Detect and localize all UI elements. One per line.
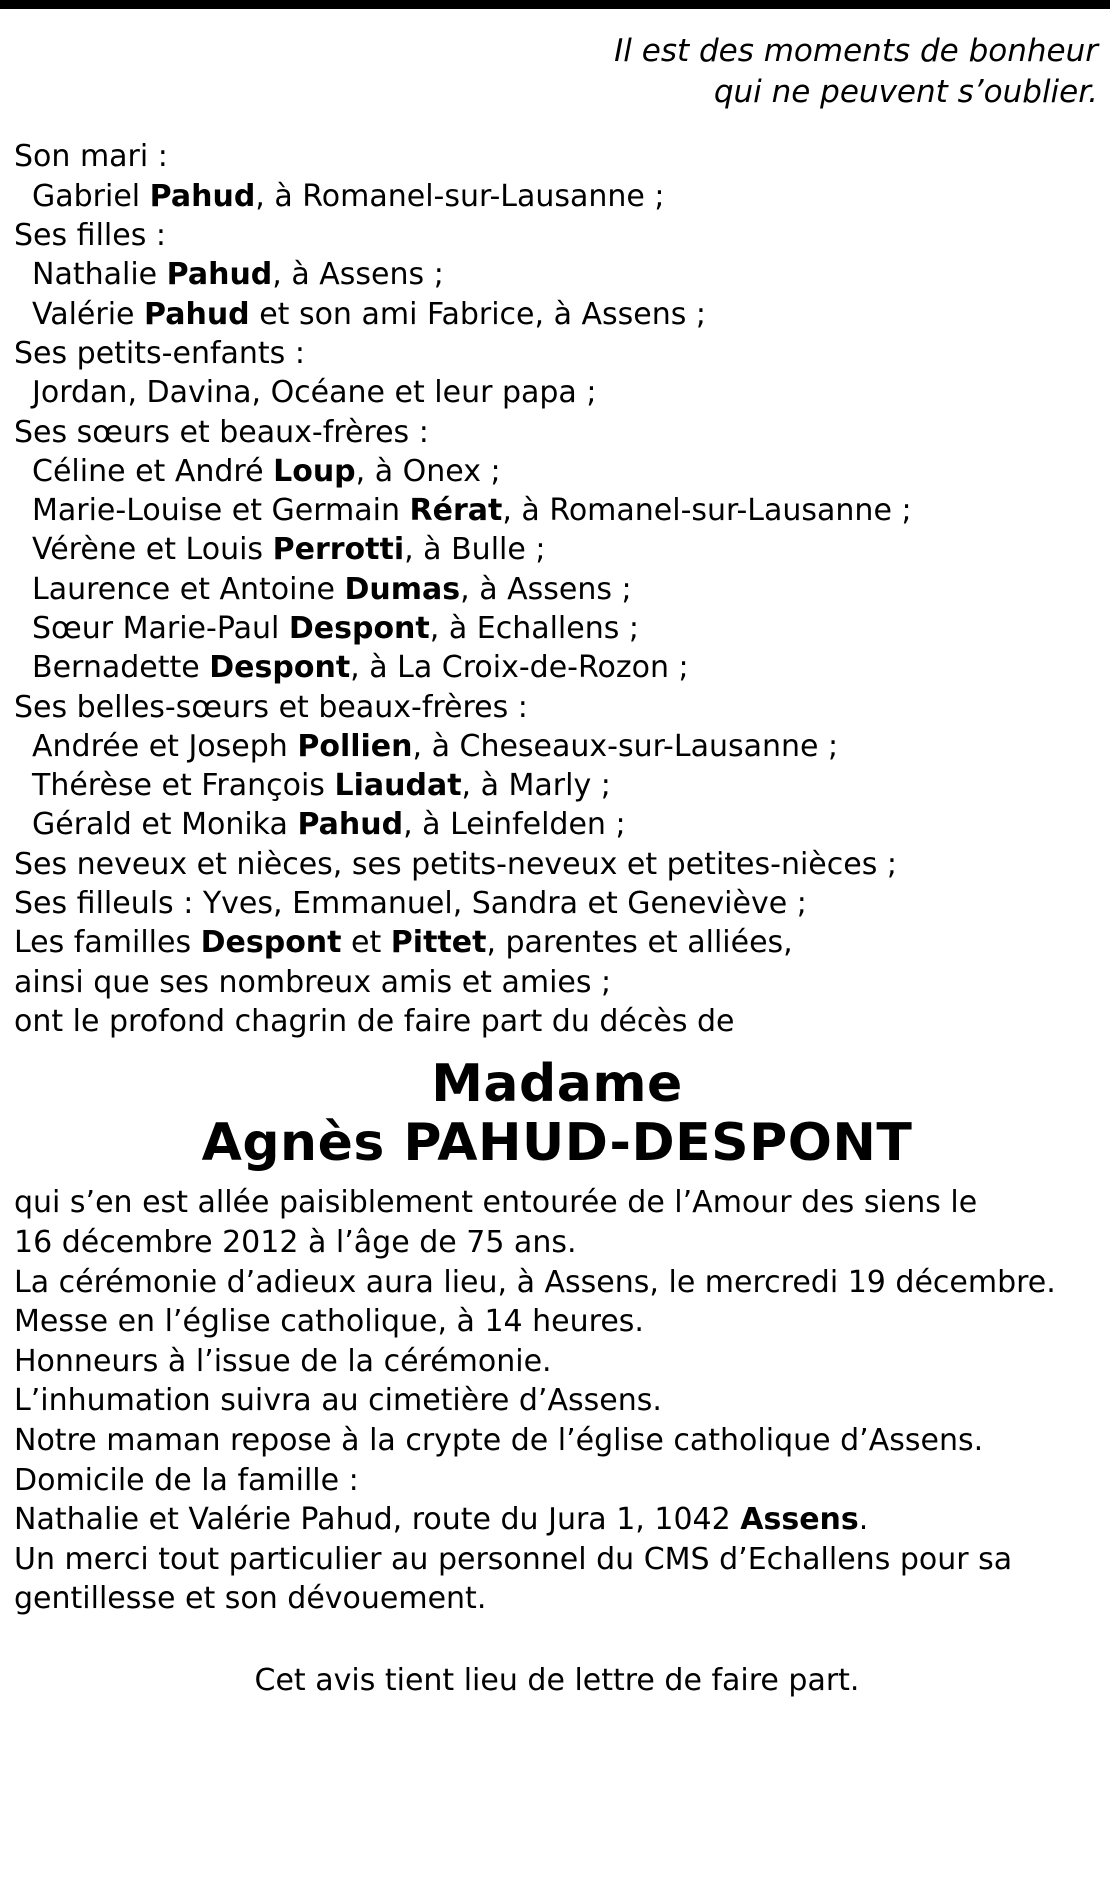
surname: Loup bbox=[273, 453, 356, 489]
list-item bbox=[14, 766, 1100, 805]
list-item bbox=[14, 805, 1100, 844]
list-item: ainsi que ses nombreux amis et amies ; bbox=[14, 964, 612, 1000]
text: , à Echallens ; bbox=[429, 611, 640, 646]
text: Thérèse et François bbox=[32, 768, 335, 804]
surname: Rérat bbox=[409, 493, 503, 529]
surname: Despont bbox=[209, 650, 351, 686]
text: , à Marly ; bbox=[461, 768, 611, 804]
surname: Pollien bbox=[297, 728, 413, 764]
text: Vérène et Louis bbox=[32, 532, 273, 568]
surname: Pahud bbox=[166, 257, 273, 293]
text: Bernadette bbox=[32, 650, 210, 686]
epigraph-line-2: qui ne peuvent s’oublier. bbox=[713, 74, 1098, 111]
list-item: Son mari : bbox=[14, 139, 168, 175]
list-item bbox=[14, 177, 1100, 216]
text: , à Assens ; bbox=[272, 257, 444, 293]
text: Nathalie bbox=[32, 257, 167, 293]
text: Céline et André bbox=[32, 453, 274, 489]
surname: Pahud bbox=[297, 807, 404, 843]
detail-line: Messe en l’église catholique, à 14 heures. bbox=[14, 1304, 644, 1340]
top-black-rule bbox=[0, 0, 1110, 9]
text: Laurence et Antoine bbox=[32, 571, 345, 607]
list-item bbox=[14, 491, 1100, 530]
surname: Despont bbox=[200, 925, 342, 961]
list-item: Ses filles : bbox=[14, 218, 166, 254]
text: , parentes et alliées, bbox=[486, 925, 793, 961]
surname: Pahud bbox=[149, 178, 256, 214]
text: et bbox=[341, 925, 391, 961]
text: Nathalie et Valérie Pahud, route du Jura 1, 1042 bbox=[14, 1502, 741, 1538]
surname: Despont bbox=[288, 611, 430, 646]
list-item bbox=[14, 255, 1100, 294]
surname: Dumas bbox=[344, 571, 461, 607]
list-item: Ses belles-sœurs et beaux-frères : bbox=[14, 689, 528, 725]
text: Marie-Louise et Germain bbox=[32, 493, 410, 529]
list-item: Ses filleuls : Yves, Emmanuel, Sandra et Geneviève ; bbox=[14, 886, 807, 922]
text: , à Leinfelden ; bbox=[403, 807, 626, 843]
survivors-list bbox=[14, 137, 1100, 1041]
text: Les familles bbox=[14, 925, 201, 961]
deceased-block bbox=[14, 1054, 1100, 1174]
list-item bbox=[14, 609, 1100, 648]
text: , à Romanel-sur-Lausanne ; bbox=[502, 493, 912, 529]
list-item bbox=[14, 295, 1100, 334]
city: Assens bbox=[740, 1502, 859, 1538]
detail-line-address bbox=[14, 1500, 1100, 1540]
list-item bbox=[14, 923, 1100, 962]
text: Gérald et Monika bbox=[32, 807, 298, 843]
list-item: Jordan, Davina, Océane et leur papa ; bbox=[32, 375, 597, 411]
surname: Perrotti bbox=[272, 532, 405, 568]
list-item bbox=[14, 727, 1100, 766]
footer-note: Cet avis tient lieu de lettre de faire part. bbox=[254, 1663, 860, 1699]
surname: Liaudat bbox=[334, 768, 462, 804]
announcement-lead: ont le profond chagrin de faire part du décès de bbox=[14, 1003, 735, 1039]
list-item: Ses neveux et nièces, ses petits-neveux et petites-nièces ; bbox=[14, 846, 897, 882]
ceremony-details bbox=[14, 1183, 1100, 1619]
text: Gabriel bbox=[32, 178, 150, 214]
text: , à Cheseaux-sur-Lausanne ; bbox=[412, 728, 839, 764]
detail-line: La cérémonie d’adieux aura lieu, à Assens, le mercredi 19 décembre. bbox=[14, 1264, 1056, 1300]
surname: Pittet bbox=[390, 925, 487, 961]
text: , à La Croix-de-Rozon ; bbox=[350, 650, 689, 686]
text: Sœur Marie-Paul bbox=[32, 611, 289, 646]
list-item: Ses sœurs et beaux-frères : bbox=[14, 414, 429, 450]
notice-content bbox=[0, 9, 1110, 1698]
detail-line: Honneurs à l’issue de la cérémonie. bbox=[14, 1343, 552, 1379]
text: Andrée et Joseph bbox=[32, 728, 298, 764]
detail-line: gentillesse et son dévouement. bbox=[14, 1581, 487, 1617]
text: , à Romanel-sur-Lausanne ; bbox=[255, 178, 665, 214]
surname: Pahud bbox=[144, 296, 250, 332]
text: . bbox=[858, 1502, 869, 1538]
list-item: Ses petits-enfants : bbox=[14, 335, 305, 371]
epigraph-line-1: Il est des moments de bonheur bbox=[614, 33, 1098, 69]
list-item bbox=[14, 648, 1100, 687]
detail-line: L’inhumation suivra au cimetière d’Assens. bbox=[14, 1383, 662, 1419]
deceased-name: Agnès PAHUD-DESPONT bbox=[201, 1113, 913, 1174]
detail-line: Domicile de la famille : bbox=[14, 1462, 359, 1498]
epigraph bbox=[14, 9, 1100, 113]
detail-line: Un merci tout particulier au personnel du CMS d’Echallens pour sa bbox=[14, 1541, 1013, 1577]
detail-line: qui s’en est allée paisiblement entourée de l’Amour des siens le bbox=[14, 1185, 978, 1221]
text: et son ami Fabrice, à Assens ; bbox=[249, 296, 707, 332]
detail-line: Notre maman repose à la crypte de l’église catholique d’Assens. bbox=[14, 1423, 984, 1459]
text: Valérie bbox=[32, 296, 145, 332]
deceased-title: Madame bbox=[431, 1054, 683, 1115]
text: , à Bulle ; bbox=[404, 532, 546, 568]
list-item bbox=[14, 452, 1100, 491]
text: , à Assens ; bbox=[460, 571, 632, 607]
text: , à Onex ; bbox=[355, 453, 501, 489]
list-item bbox=[14, 530, 1100, 569]
list-item bbox=[14, 570, 1100, 609]
detail-line: 16 décembre 2012 à l’âge de 75 ans. bbox=[14, 1225, 577, 1261]
